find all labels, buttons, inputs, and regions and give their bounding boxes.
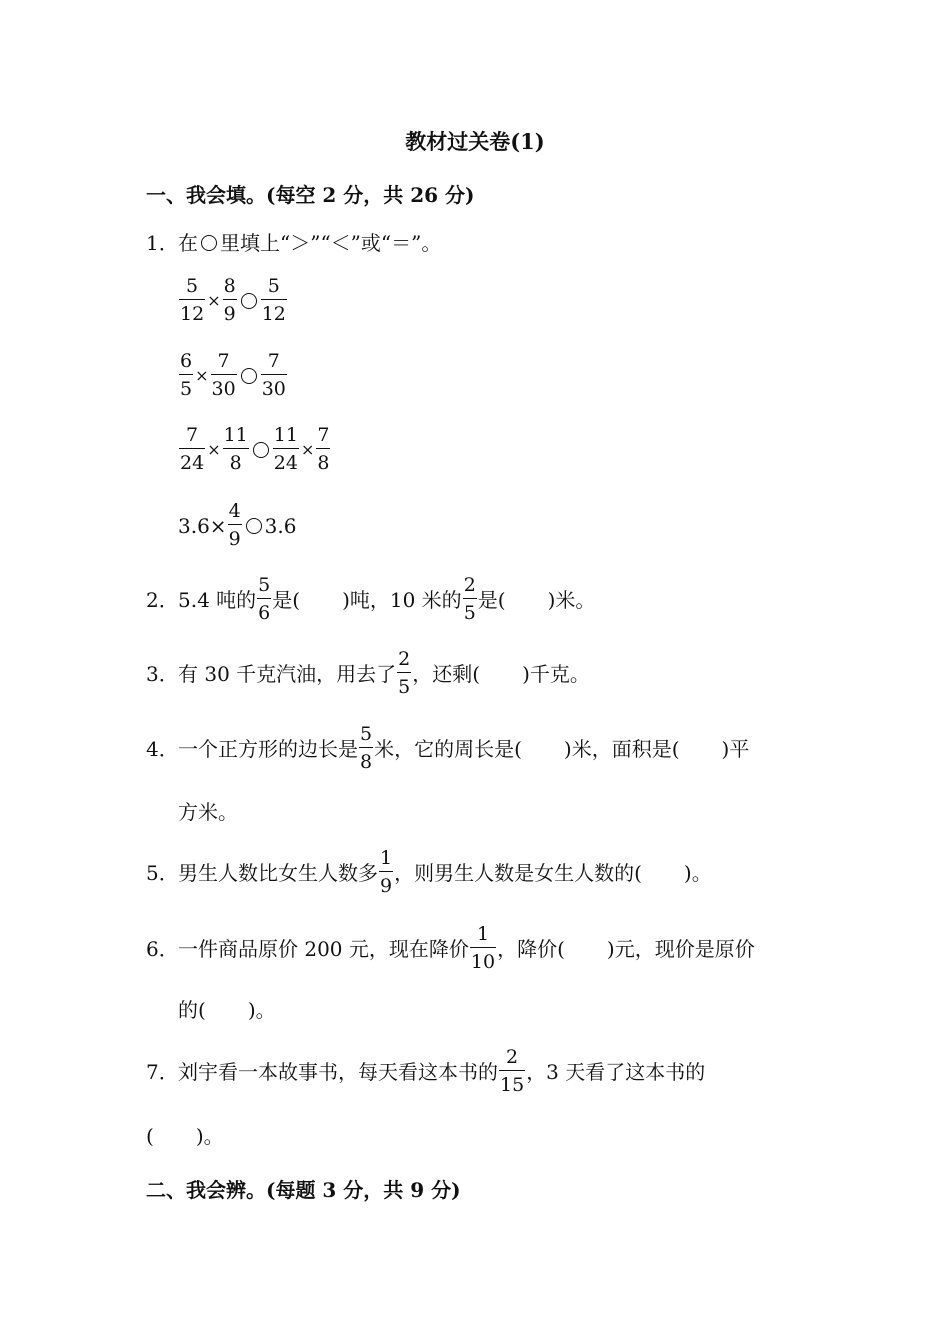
question-text: )米。: [547, 587, 596, 612]
times-sign: ×: [207, 439, 221, 459]
fraction: [228, 502, 242, 549]
numerator: 1: [476, 923, 490, 945]
section-2-heading: 二、我会辨。(每题 3 分，共 9 分): [146, 1178, 461, 1202]
denominator: 9: [380, 875, 393, 898]
fraction: [470, 925, 496, 972]
answer-circle[interactable]: [246, 518, 262, 534]
fraction: [223, 277, 237, 324]
page-title: 教材过关卷(1): [405, 129, 545, 154]
fraction: [261, 277, 287, 324]
fraction: [316, 426, 330, 473]
denominator: 9: [228, 528, 241, 551]
question-text: 里填上“＞”“＜”或“＝”。: [220, 231, 442, 255]
question-text: ，还剩(: [412, 661, 481, 686]
expression-text: 3.6×: [178, 513, 227, 538]
denominator: 5: [398, 676, 411, 699]
numerator: 5: [267, 275, 280, 297]
question-4-continued: [178, 802, 238, 822]
numerator: 11: [273, 424, 298, 446]
question-3: [146, 650, 590, 697]
section-1-heading: 一、我会填。(每空 2 分，共 26 分): [146, 183, 475, 207]
numerator: 7: [317, 424, 330, 446]
denominator: 12: [180, 303, 205, 326]
question-text: )吨，10 米的: [342, 587, 462, 612]
fraction: [179, 352, 193, 399]
numerator: 5: [186, 275, 199, 297]
question-text: 刘宇看一本故事书，每天看这本书的: [178, 1059, 498, 1084]
question-text: 是(: [477, 587, 506, 612]
question-text: )平: [721, 736, 750, 761]
denominator: 9: [223, 303, 236, 326]
fraction: [359, 725, 373, 772]
question-1: [146, 233, 441, 253]
question-text: )千克。: [522, 661, 590, 686]
numerator: 1: [380, 847, 393, 869]
denominator: 10: [470, 951, 496, 974]
numerator: 7: [186, 424, 199, 446]
question-text: )米，面积是(: [563, 736, 680, 761]
numerator: 5: [258, 574, 271, 596]
answer-circle[interactable]: [241, 368, 257, 384]
comparison-1: [178, 277, 288, 324]
question-number: 3．: [146, 661, 179, 686]
question-text: )。: [247, 998, 276, 1022]
question-text: 一件商品原价 200 元，现在降价: [178, 936, 469, 961]
times-sign: ×: [300, 439, 315, 459]
numerator: 11: [223, 424, 248, 446]
denominator: 24: [273, 452, 298, 475]
fraction: [211, 352, 237, 399]
numerator: 2: [463, 574, 476, 596]
question-text: 米，它的周长是(: [374, 736, 522, 761]
denominator: 6: [258, 602, 271, 625]
numerator: 2: [398, 648, 411, 670]
denominator: 30: [211, 378, 236, 401]
denominator: 5: [180, 378, 193, 401]
question-number: 1．: [146, 231, 179, 255]
fraction: [179, 277, 205, 324]
denominator: 15: [500, 1074, 525, 1097]
question-number: 4．: [146, 736, 179, 761]
question-5: [146, 849, 712, 896]
question-6-continued: [178, 1000, 276, 1020]
fraction: [257, 576, 271, 623]
numerator: 6: [180, 350, 193, 372]
fraction: [179, 426, 205, 473]
question-number: 2．: [146, 587, 179, 612]
denominator: 8: [360, 751, 373, 774]
question-text: 5.4 吨的: [178, 587, 257, 612]
question-text: ，则男生人数是女生人数的(: [394, 860, 642, 885]
question-text: 的(: [178, 998, 206, 1022]
comparison-3: [178, 426, 331, 473]
numerator: 2: [506, 1046, 519, 1068]
question-text: )。: [195, 1124, 224, 1148]
answer-circle[interactable]: [241, 293, 257, 309]
question-2: [146, 576, 595, 623]
denominator: 8: [317, 452, 330, 475]
question-text: 方米。: [178, 800, 238, 824]
question-text: 男生人数比女生人数多: [178, 860, 378, 885]
question-7-continued: [146, 1126, 224, 1146]
question-text: 有 30 千克汽油，用去了: [178, 661, 397, 686]
question-6: [146, 925, 755, 972]
question-text: 一个正方形的边长是: [178, 736, 358, 761]
fraction: [499, 1048, 525, 1095]
fraction: [223, 426, 249, 473]
times-sign: ×: [207, 290, 221, 310]
question-text: )元，现价是原价: [606, 936, 755, 961]
numerator: 7: [267, 350, 280, 372]
question-number: 6．: [146, 936, 179, 961]
question-text: (: [146, 1124, 154, 1148]
numerator: 7: [217, 350, 230, 372]
question-text: ，降价(: [497, 936, 565, 961]
question-text: ，3 天看了这本书的: [526, 1059, 706, 1084]
fraction: [261, 352, 287, 399]
circle-icon: [201, 235, 217, 251]
comparison-4: [178, 502, 296, 549]
question-4: [146, 725, 749, 772]
numerator: 4: [228, 500, 241, 522]
fraction: [397, 650, 411, 697]
expression-text: 3.6: [264, 513, 297, 538]
fraction: [273, 426, 299, 473]
question-7: [146, 1048, 705, 1095]
fraction: [463, 576, 477, 623]
times-sign: ×: [195, 365, 209, 385]
fraction: [379, 849, 393, 896]
denominator: 30: [261, 378, 286, 401]
denominator: 8: [229, 452, 242, 475]
denominator: 24: [180, 452, 205, 475]
answer-circle[interactable]: [253, 442, 269, 458]
question-text: 是(: [272, 587, 301, 612]
question-number: 5．: [146, 860, 179, 885]
question-text: )。: [683, 860, 712, 885]
question-text: 在: [178, 231, 198, 255]
denominator: 12: [261, 303, 286, 326]
question-number: 7．: [146, 1059, 179, 1084]
denominator: 5: [463, 602, 476, 625]
numerator: 5: [360, 723, 373, 745]
numerator: 8: [223, 275, 236, 297]
comparison-2: [178, 352, 288, 399]
